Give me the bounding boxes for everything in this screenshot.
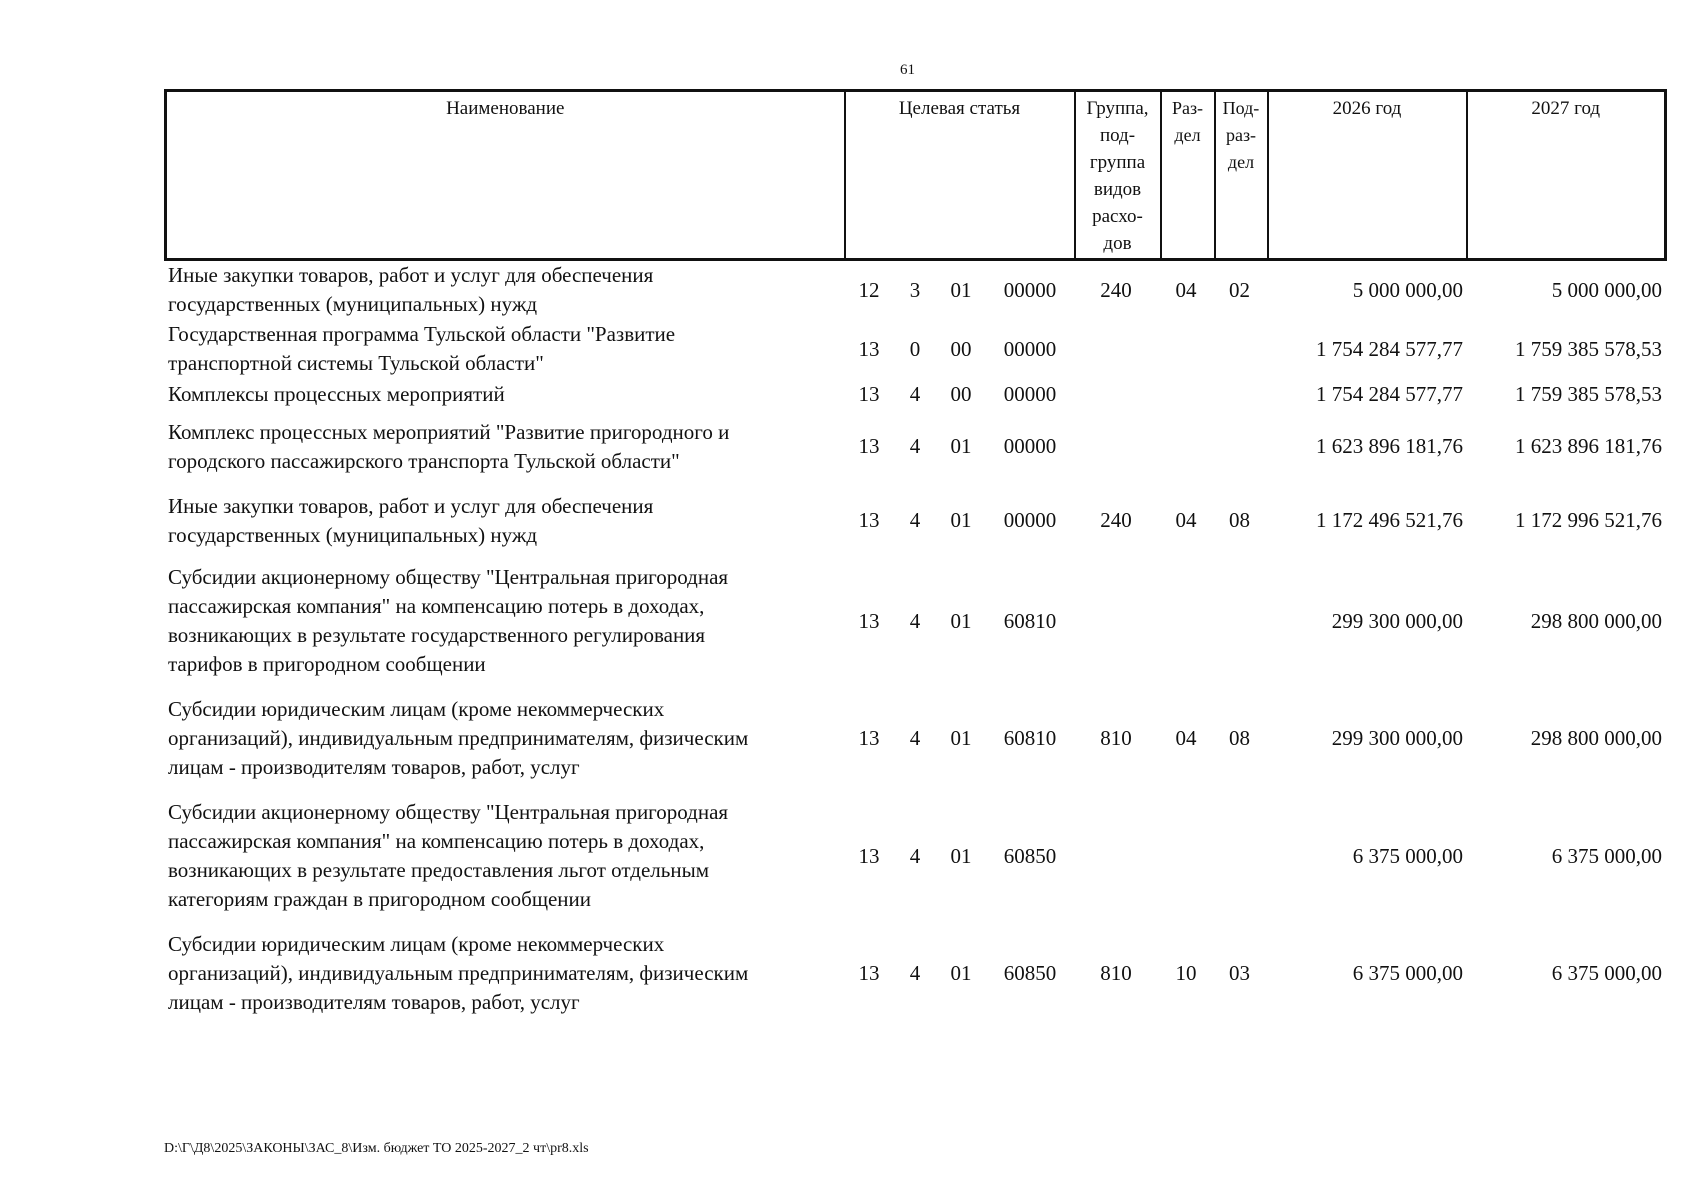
budget-table [164,89,1664,1028]
expense-group: 240 [1100,508,1132,532]
amount-2026: 1 754 284 577,77 [1316,382,1463,406]
row-name-line: возникающих в результате предоставления льгот отдельным [168,858,709,882]
subsection: 03 [1229,961,1250,985]
section [1159,558,1213,684]
amount-2026: 299 300 000,00 [1331,726,1463,750]
amount-2026: 299 300 000,00 [1331,608,1463,633]
row-name [164,558,843,684]
row-name-line: государственных (муниципальных) нужд [168,292,538,316]
header-expense-group: Группа, под- группа видов расхо- дов [1075,91,1161,260]
target-article-structure: 01 [950,961,972,985]
target-article-program: 13 [858,843,880,868]
section [1159,319,1213,379]
row-name-line: категориям граждан в пригородном сообщении [168,887,592,911]
row-name-line: организаций), индивидуальным предпринимателям, физическим [168,726,749,750]
row-name-line: городского пассажирского транспорта Тульской области" [168,448,680,473]
table-header [164,89,1667,261]
amount-2027: 1 172 996 521,76 [1515,508,1662,532]
target-article-type: 4 [909,508,921,532]
amount-2027: 1 759 385 578,53 [1515,382,1662,406]
section [1159,379,1213,410]
row-name-line: пассажирская компания" на компенсацию потерь в доходах, [168,829,705,853]
table-row [164,793,1664,919]
target-article-direction: 60850 [1003,843,1057,868]
row-name [164,483,843,558]
table-row [164,379,1664,410]
amount-2027: 1 623 896 181,76 [1515,434,1662,458]
subsection [1213,793,1266,919]
row-name-line: возникающих в результате государственного регулирования [168,623,706,647]
target-article-structure: 01 [950,434,972,458]
page-number: 61 [900,62,915,78]
target-article-program: 13 [858,608,880,633]
row-name-line: Комплекс процессных мероприятий "Развитие пригородного и [168,419,730,444]
target-article-program: 13 [858,508,880,532]
table-row [164,410,1664,483]
table-row [164,261,1664,319]
target-article-type: 3 [909,277,921,302]
row-name-line: пассажирская компания" на компенсацию потерь в доходах, [168,594,705,618]
target-article-direction: 00000 [1003,508,1057,532]
expense-group [1073,379,1159,410]
section [1159,410,1213,483]
target-article-direction: 00000 [1003,277,1057,302]
row-name-line: Субсидии юридическим лицам (кроме некоммерческих [168,697,665,721]
target-article-program: 13 [858,336,880,361]
row-name [164,319,843,379]
target-article-program: 13 [858,961,880,985]
expense-group: 810 [1100,961,1132,985]
section: 04 [1175,726,1197,750]
row-name-line: Иные закупки товаров, работ и услуг для обеспечения [168,263,654,287]
row-name-line: государственных (муниципальных) нужд [168,522,538,547]
amount-2027: 6 375 000,00 [1551,843,1662,868]
target-article-type: 4 [909,382,921,406]
subsection [1213,379,1266,410]
target-article-type: 4 [909,608,921,633]
target-article-program: 13 [858,726,880,750]
target-article-program: 12 [858,277,880,302]
target-article-direction: 60810 [1003,726,1057,750]
amount-2027: 298 800 000,00 [1530,726,1662,750]
expense-group [1073,793,1159,919]
row-name-line: тарифов в пригородном сообщении [168,652,486,676]
target-article-direction: 60850 [1003,961,1057,985]
section: 04 [1175,277,1197,302]
target-article-structure: 01 [950,608,972,633]
row-name-line: Иные закупки товаров, работ и услуг для обеспечения [168,493,654,518]
row-name-line: лицам - производителям товаров, работ, услуг [168,755,580,779]
section: 10 [1175,961,1197,985]
target-article-structure: 01 [950,843,972,868]
subsection: 02 [1229,277,1250,302]
subsection: 08 [1229,508,1250,532]
section [1159,793,1213,919]
table-row [164,483,1664,558]
row-name-line: Субсидии акционерному обществу "Центральная пригородная [168,565,729,589]
target-article-type: 4 [909,726,921,750]
row-name [164,793,843,919]
table-row [164,558,1664,684]
row-name [164,684,843,793]
amount-2026: 1 172 496 521,76 [1316,508,1463,532]
header-section: Раз- дел [1161,91,1215,260]
expense-group: 240 [1100,277,1132,302]
header-2026: 2026 год [1268,91,1467,260]
expense-group [1073,410,1159,483]
header-name: Наименование [166,91,845,260]
target-article-type: 4 [909,961,921,985]
target-article-program: 13 [858,382,880,406]
expense-group [1073,319,1159,379]
amount-2027: 5 000 000,00 [1551,277,1662,302]
amount-2026: 1 754 284 577,77 [1316,336,1463,361]
header-2027: 2027 год [1467,91,1666,260]
file-path: D:\Г\Д8\2025\ЗАКОНЫ\ЗАС_8\Изм. бюджет ТО 2025-2027_2 чт\pr8.xls [164,1141,589,1156]
target-article-structure: 01 [950,726,972,750]
row-name [164,261,843,319]
target-article-direction: 00000 [1003,434,1057,458]
target-article-structure: 00 [950,336,972,361]
table-row [164,684,1664,793]
row-name [164,919,843,1028]
expense-group: 810 [1100,726,1132,750]
target-article-direction: 60810 [1003,608,1057,633]
amount-2027: 298 800 000,00 [1530,608,1662,633]
target-article-direction: 00000 [1003,336,1057,361]
row-name-line: Государственная программа Тульской области "Развитие [168,322,676,346]
subsection [1213,410,1266,483]
section: 04 [1175,508,1197,532]
row-name-line: Субсидии акционерному обществу "Центральная пригородная [168,800,729,824]
row-name-line: Субсидии юридическим лицам (кроме некоммерческих [168,932,665,956]
amount-2026: 6 375 000,00 [1352,961,1463,985]
row-name [164,410,843,483]
header-subsection: Под- раз- дел [1215,91,1268,260]
target-article-direction: 00000 [1003,382,1057,406]
amount-2026: 6 375 000,00 [1352,843,1463,868]
row-name-line: транспортной системы Тульской области" [168,351,544,375]
header-target-article: Целевая статья [845,91,1075,260]
amount-2026: 1 623 896 181,76 [1316,434,1463,458]
target-article-program: 13 [858,434,880,458]
target-article-structure: 00 [950,382,972,406]
subsection [1213,319,1266,379]
row-name-line: организаций), индивидуальным предпринимателям, физическим [168,961,749,985]
target-article-type: 0 [909,336,921,361]
amount-2027: 1 759 385 578,53 [1515,336,1662,361]
subsection [1213,558,1266,684]
row-name [164,379,843,410]
subsection: 08 [1229,726,1250,750]
table-row [164,919,1664,1028]
target-article-structure: 01 [950,508,972,532]
expense-group [1073,558,1159,684]
target-article-type: 4 [909,434,921,458]
row-name-line: Комплексы процессных мероприятий [168,382,505,406]
table-row [164,319,1664,379]
amount-2026: 5 000 000,00 [1352,277,1463,302]
row-name-line: лицам - производителям товаров, работ, услуг [168,990,580,1014]
target-article-structure: 01 [950,277,972,302]
target-article-type: 4 [909,843,921,868]
amount-2027: 6 375 000,00 [1551,961,1662,985]
table-body [164,261,1664,1028]
